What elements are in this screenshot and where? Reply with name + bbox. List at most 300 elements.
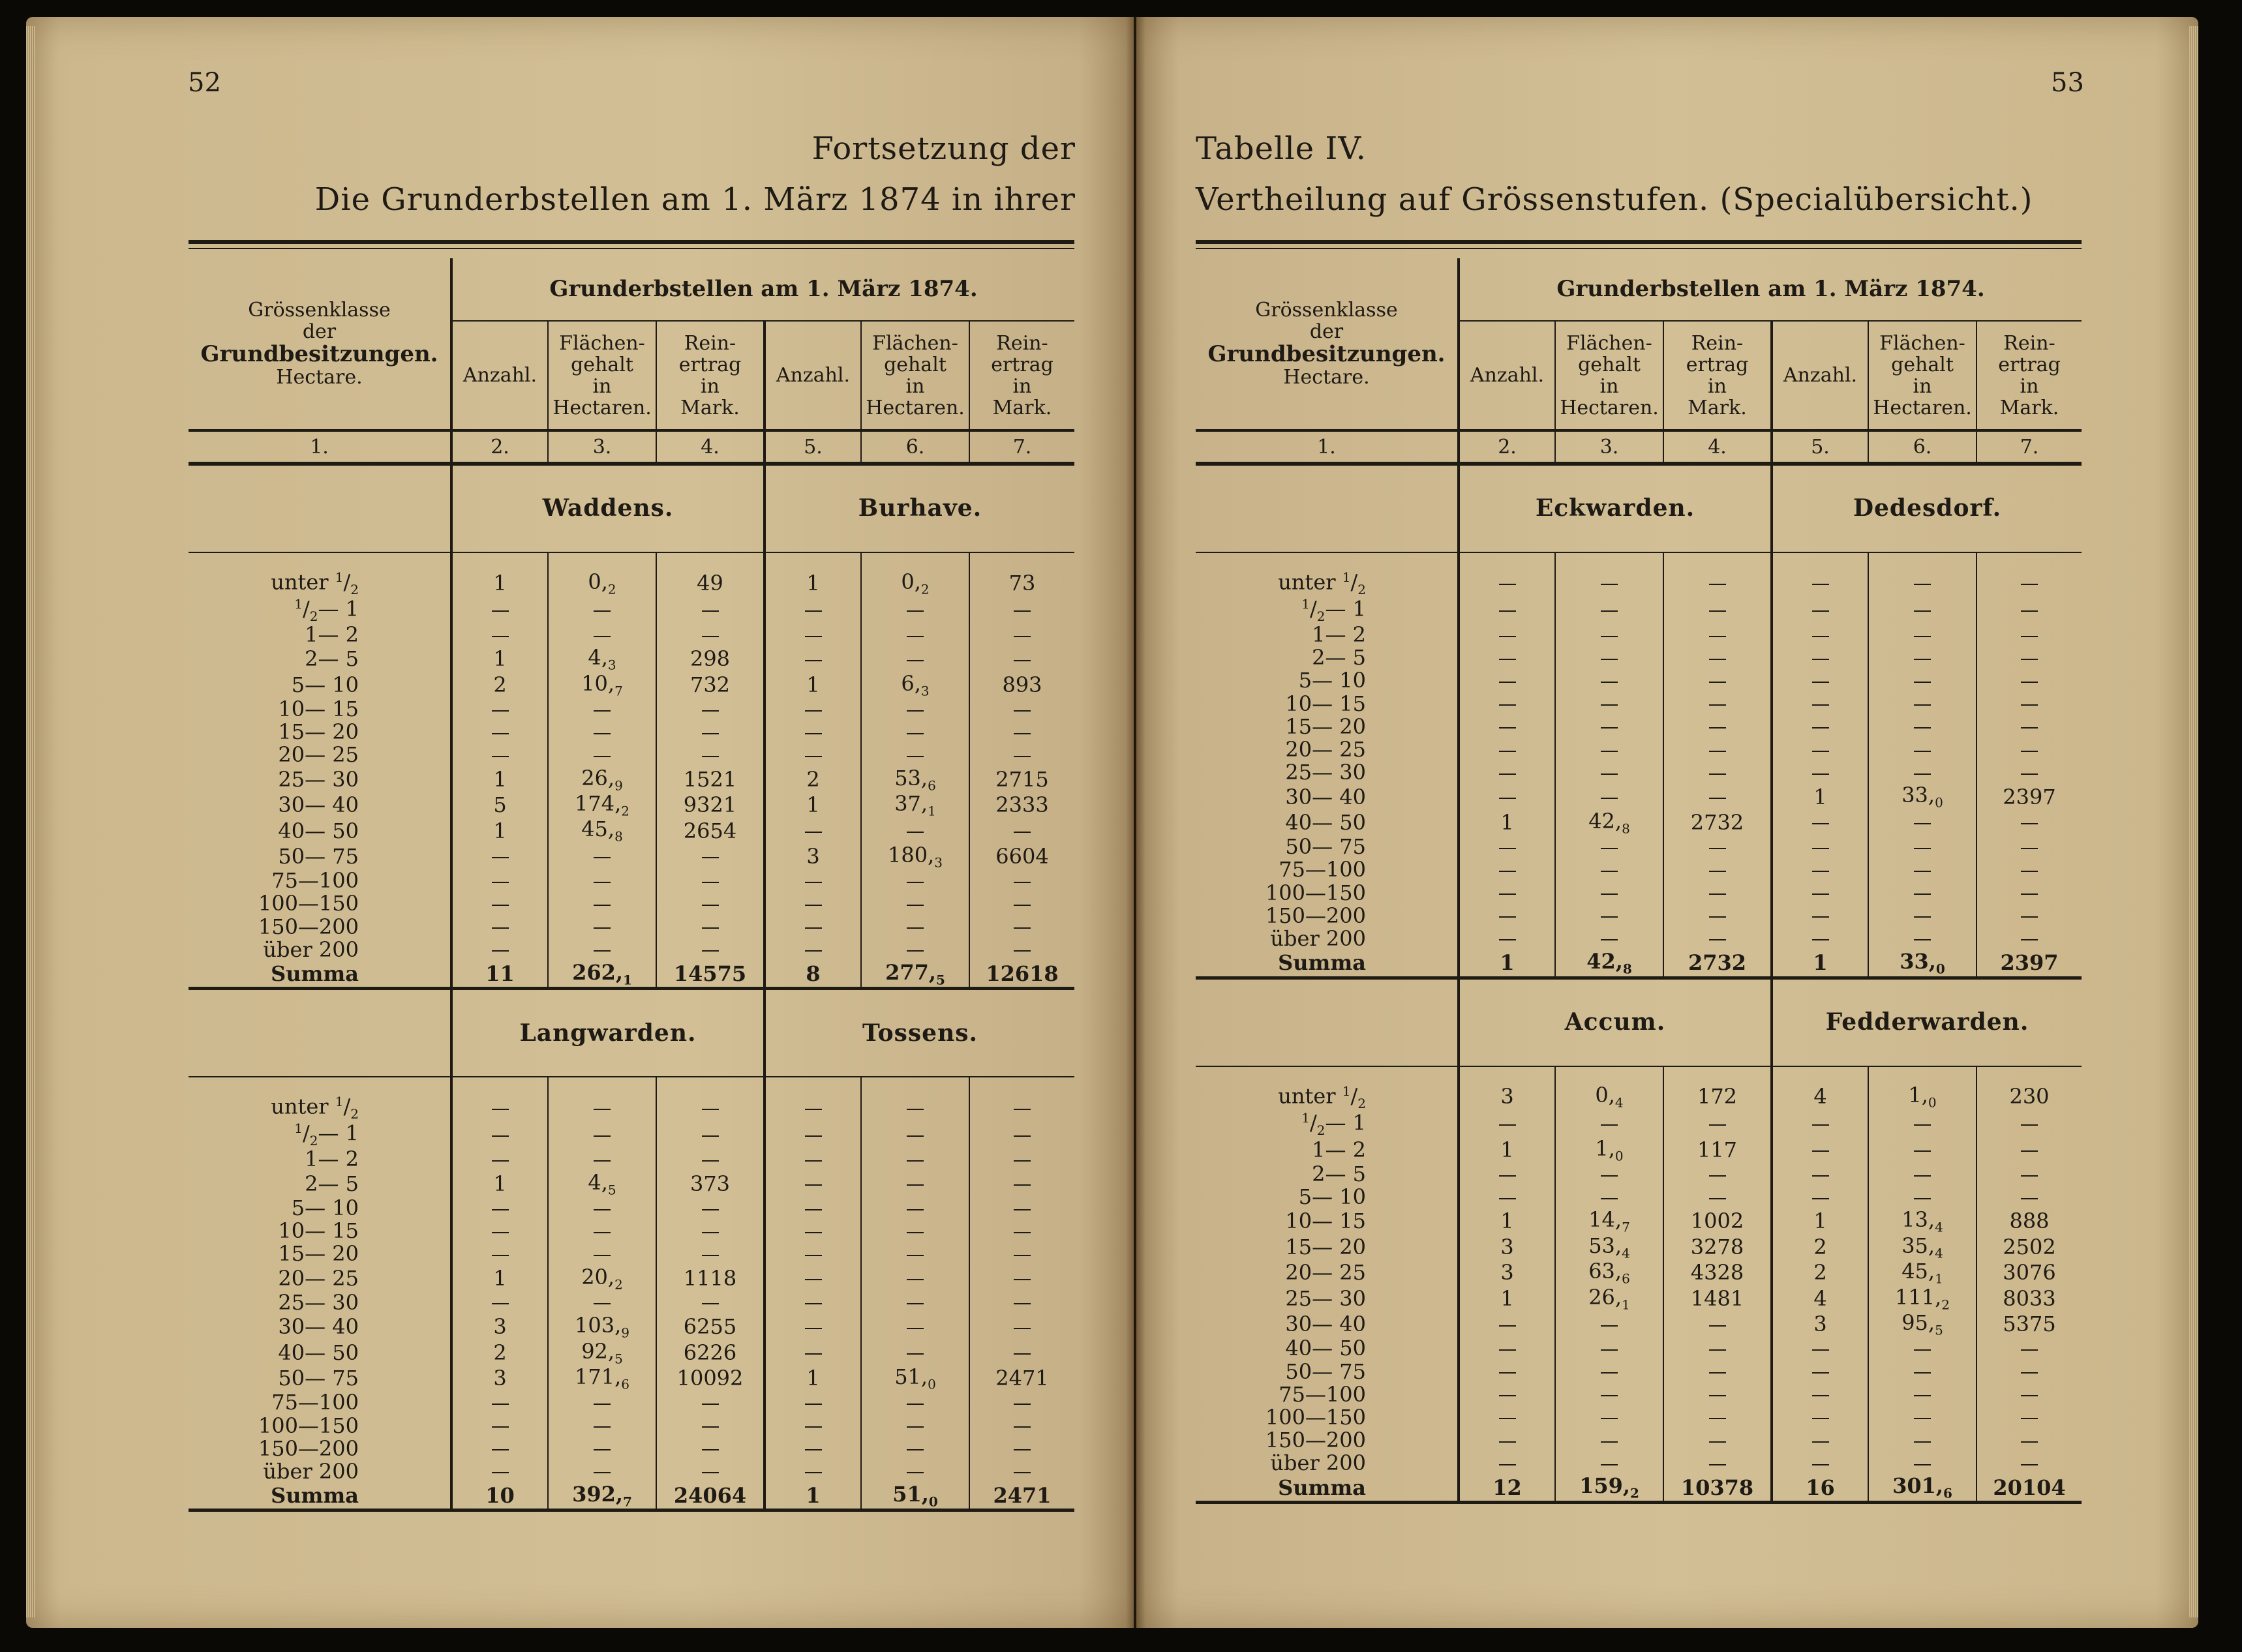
table-row (1196, 927, 2082, 950)
col-reinertrag-1: Rein- ertrag in Mark. (1663, 321, 1772, 430)
cell (1977, 1429, 2082, 1452)
cell: 1 (765, 1366, 861, 1391)
cell: 4 (1772, 1084, 1868, 1111)
cell (548, 892, 656, 915)
cell: 20— 25 (1196, 1260, 1459, 1285)
cell: 100—150 (189, 1415, 451, 1437)
cell (1555, 784, 1663, 809)
cell: 117 (1663, 1137, 1772, 1163)
cell: 2471 (995, 1366, 1049, 1391)
cell (451, 1291, 548, 1314)
table-row (189, 869, 1074, 892)
cell (969, 869, 1074, 892)
sum-cell: $33,_0$ (1868, 950, 1977, 978)
cell: $92,_5$ (548, 1340, 656, 1366)
sum-cell: $51,_0$ (861, 1483, 969, 1510)
cell: $^1/_2—$ 1 (189, 597, 451, 623)
cell (1663, 597, 1772, 623)
cell: $0,_2$ (861, 570, 969, 597)
cell: $1,_0$ (1868, 1084, 1977, 1111)
cell (861, 721, 969, 743)
cell (861, 1340, 969, 1366)
cell (969, 1314, 1074, 1340)
col-index-2: 2. (1459, 430, 1555, 464)
cell (969, 939, 1074, 961)
cell: 5— 10 (1196, 669, 1459, 692)
sum-cell: 10 (451, 1483, 548, 1510)
cell (656, 892, 765, 915)
cell (1459, 1337, 1555, 1360)
cell (1459, 623, 1555, 646)
cell (1459, 761, 1555, 784)
col-index-6: 6. (1868, 430, 1977, 464)
cell (1868, 1452, 1977, 1475)
table-row (1196, 597, 2082, 623)
cell (548, 1242, 656, 1265)
col-reinertrag-2: Rein- ertrag in Mark. (1998, 331, 2061, 419)
cell (548, 869, 656, 892)
cell: 100—150 (189, 892, 451, 915)
col-index-5: 5. (765, 430, 861, 464)
table-row (189, 1291, 1074, 1314)
sum-cell: $159,_2$ (1555, 1475, 1663, 1502)
cell: 50— 75 (1196, 1360, 1459, 1383)
col-index-4: 4. (1663, 430, 1772, 464)
cell (451, 1121, 548, 1148)
cell: 2715 (995, 766, 1049, 792)
cell: 25— 30 (1196, 761, 1459, 784)
cell: $^1/_2—$ 1 (1196, 1111, 1459, 1137)
cell (969, 916, 1074, 939)
cell (1663, 761, 1772, 784)
cell (1459, 927, 1555, 950)
table-row (1196, 623, 2082, 646)
table-row (189, 597, 1074, 623)
cell (1868, 1383, 1977, 1406)
cell (765, 721, 861, 743)
cell: 25— 30 (189, 1291, 451, 1314)
cell: 1521 (656, 767, 765, 792)
cell (1868, 1360, 1977, 1383)
cell: 20— 25 (189, 1266, 451, 1291)
sum-cell: Summa (1196, 1475, 1459, 1502)
cell (1868, 1186, 1977, 1209)
cell: 5375 (2003, 1312, 2056, 1337)
cell (1555, 738, 1663, 761)
cell: 2 (1772, 1260, 1868, 1285)
cell (969, 1197, 1074, 1220)
sum-cell: 20104 (1977, 1475, 2082, 1502)
cell (451, 1437, 548, 1460)
cell: 5 (451, 792, 548, 818)
cell (548, 1291, 656, 1314)
cell (861, 1266, 969, 1291)
sum-cell: 11 (451, 961, 548, 989)
table-row (1196, 646, 2082, 669)
sum-cell: Summa (189, 961, 451, 989)
cell (1555, 761, 1663, 784)
cell (548, 1197, 656, 1220)
cell (451, 721, 548, 743)
cell: 373 (656, 1171, 765, 1197)
cell: 25— 30 (1196, 1286, 1459, 1312)
table-row (189, 1266, 1074, 1291)
cell (1459, 1383, 1555, 1406)
summa-row (189, 961, 1074, 989)
cell (1868, 1111, 1977, 1137)
col-reinertrag-1: Rein- ertrag in Mark. (656, 321, 765, 430)
cell (1772, 715, 1868, 738)
cell: 6226 (656, 1340, 765, 1366)
cell: 2 (765, 767, 861, 792)
table-row (1196, 835, 2082, 858)
table-row (1196, 1209, 2082, 1234)
sum-cell: 2397 (1977, 950, 2082, 978)
cell: 15— 20 (1196, 1235, 1459, 1260)
cell (548, 1391, 656, 1414)
col-reinertrag-2: Rein- ertrag in Mark. (991, 331, 1053, 419)
cell (969, 623, 1074, 646)
book-spine (1126, 17, 1145, 1628)
cell: 1118 (656, 1266, 765, 1291)
cell (1772, 882, 1868, 905)
sum-cell: 2471 (969, 1483, 1074, 1510)
summa-row (189, 1483, 1074, 1510)
cell (1977, 835, 2082, 858)
cell (1977, 1137, 2082, 1163)
col-index-7: 7. (969, 430, 1074, 464)
cell: 1002 (1663, 1209, 1772, 1234)
col-index-1: 1. (1196, 430, 1459, 464)
cell: 20— 25 (1196, 738, 1459, 761)
table-row (189, 1242, 1074, 1265)
cell (1555, 597, 1663, 623)
cell: 10— 15 (189, 698, 451, 721)
cell (969, 698, 1074, 721)
cell: 3 (1459, 1235, 1555, 1260)
sum-cell: 14575 (656, 961, 765, 989)
table-row (189, 818, 1074, 843)
cell (1868, 882, 1977, 905)
cell: 1 (451, 1171, 548, 1197)
cell (1977, 693, 2082, 715)
cell (656, 698, 765, 721)
cell: 2333 (995, 792, 1049, 818)
cell (1977, 1163, 2082, 1186)
cell (1459, 1111, 1555, 1137)
cell (969, 743, 1074, 766)
cell (1868, 1406, 1977, 1429)
cell (1868, 810, 1977, 835)
cell: 25— 30 (189, 767, 451, 792)
cell (969, 646, 1074, 672)
cell: 3 (1459, 1260, 1555, 1285)
cell (1459, 1406, 1555, 1429)
left-header-line1: Fortsetzung der (811, 130, 1076, 167)
col-flaechen-1: Flächen- gehalt in Hectaren. (548, 321, 656, 430)
table-row (1196, 1084, 2082, 1111)
table-row (1196, 715, 2082, 738)
cell (1663, 1337, 1772, 1360)
col-flaechen-2: Flächen- gehalt in Hectaren. (1868, 321, 1977, 430)
cell (969, 1340, 1074, 1366)
cell (656, 844, 765, 869)
cell (1977, 1360, 2082, 1383)
cell (451, 698, 548, 721)
cell (1977, 810, 2082, 835)
table-row (1196, 1186, 2082, 1209)
sum-cell: 1 (765, 1483, 861, 1510)
cell (548, 743, 656, 766)
cell (1555, 693, 1663, 715)
table-row (189, 672, 1074, 698)
cell: 3 (1459, 1084, 1555, 1111)
cell: 893 (1002, 672, 1042, 697)
cell: 100—150 (1196, 1406, 1459, 1429)
cell: 1 (765, 672, 861, 698)
sum-cell: 1 (1772, 950, 1868, 978)
cell (451, 1460, 548, 1483)
cell: $13,_4$ (1868, 1209, 1977, 1234)
sum-cell: 12618 (969, 961, 1074, 989)
cell (765, 916, 861, 939)
cell (1772, 597, 1868, 623)
cell (765, 1094, 861, 1121)
section-group2: Burhave. (765, 464, 1074, 552)
table-row (189, 698, 1074, 721)
cell (1868, 646, 1977, 669)
cell (1772, 1452, 1868, 1475)
right-page-edge (2189, 26, 2198, 1617)
cell: 1— 2 (189, 1148, 451, 1171)
table-row (1196, 570, 2082, 597)
cell (656, 1242, 765, 1265)
cell (548, 1415, 656, 1437)
cell (1459, 1429, 1555, 1452)
cell (1663, 1360, 1772, 1383)
cell (1663, 1429, 1772, 1452)
cell (1459, 1312, 1555, 1337)
sum-cell: $42,_8$ (1555, 950, 1663, 978)
cell (451, 1415, 548, 1437)
cell (861, 698, 969, 721)
cell (1555, 1406, 1663, 1429)
cell (1772, 1383, 1868, 1406)
cell (656, 1220, 765, 1242)
table-row (189, 1391, 1074, 1414)
cell (451, 743, 548, 766)
table-row (1196, 1383, 2082, 1406)
cell: 5— 10 (189, 672, 451, 698)
cell: 30— 40 (1196, 1312, 1459, 1337)
cell (861, 1220, 969, 1242)
cell (451, 844, 548, 869)
cell (1772, 693, 1868, 715)
cell (765, 1291, 861, 1314)
section-group2: Tossens. (765, 989, 1074, 1077)
cell: 10— 15 (189, 1220, 451, 1242)
cell: 40— 50 (189, 1340, 451, 1366)
cell (451, 916, 548, 939)
cell (765, 698, 861, 721)
cell (1555, 858, 1663, 881)
section-group2: Dedesdorf. (1772, 464, 2082, 552)
cell: unter $^1/_2$ (189, 570, 451, 597)
cell: 15— 20 (189, 721, 451, 743)
table-row (1196, 693, 2082, 715)
cell (1663, 623, 1772, 646)
sum-cell: $301,_6$ (1868, 1475, 1977, 1502)
cell (1977, 1337, 2082, 1360)
cell (1555, 646, 1663, 669)
cell (1977, 738, 2082, 761)
table-row (1196, 1137, 2082, 1163)
table-row (1196, 858, 2082, 881)
cell (656, 743, 765, 766)
cell (1977, 597, 2082, 623)
cell (1459, 738, 1555, 761)
cell (969, 892, 1074, 915)
cell: $53,_4$ (1555, 1235, 1663, 1260)
cell (1772, 738, 1868, 761)
left-header-line2: Die Grunderbstellen am 1. März 1874 in ihrer (314, 181, 1076, 218)
cell (1868, 738, 1977, 761)
summa-row (1196, 1475, 2082, 1502)
cell (1459, 597, 1555, 623)
cell (1868, 1163, 1977, 1186)
sum-cell: $262,_1$ (548, 961, 656, 989)
cell (969, 1391, 1074, 1414)
cell (1663, 646, 1772, 669)
cell: 50— 75 (189, 844, 451, 869)
cell (861, 1242, 969, 1265)
cell (548, 1094, 656, 1121)
cell (656, 1121, 765, 1148)
cell (765, 1391, 861, 1414)
cell: 1 (765, 570, 861, 597)
cell (1772, 1360, 1868, 1383)
sum-cell: 16 (1772, 1475, 1868, 1502)
cell (1977, 669, 2082, 692)
section-group1: Eckwarden. (1459, 464, 1772, 552)
table-row (189, 767, 1074, 792)
cell (548, 698, 656, 721)
cell (451, 623, 548, 646)
table-row (189, 892, 1074, 915)
cell (656, 597, 765, 623)
cell (1772, 1429, 1868, 1452)
cell: unter $^1/_2$ (1196, 1084, 1459, 1111)
cell (1459, 835, 1555, 858)
cell: 2732 (1663, 810, 1772, 835)
table-row (189, 1197, 1074, 1220)
section-group1: Accum. (1459, 978, 1772, 1066)
cell (451, 869, 548, 892)
cell (765, 1148, 861, 1171)
cell (1663, 1312, 1772, 1337)
table-row (1196, 1260, 2082, 1285)
table-row (1196, 1360, 2082, 1383)
cell (1977, 623, 2082, 646)
cell (1977, 570, 2082, 597)
cell (765, 1220, 861, 1242)
cell: $33,_0$ (1868, 784, 1977, 809)
cell (765, 1121, 861, 1148)
cell (656, 916, 765, 939)
cell (969, 818, 1074, 843)
cell (1555, 882, 1663, 905)
cell (1772, 1137, 1868, 1163)
table-row (1196, 761, 2082, 784)
sum-cell: $392,_7$ (548, 1483, 656, 1510)
cell (1868, 570, 1977, 597)
table-row (189, 1340, 1074, 1366)
cell: $45,_1$ (1868, 1260, 1977, 1285)
cell (1663, 1383, 1772, 1406)
col-flaechen-2: Flächen- gehalt in Hectaren. (861, 321, 969, 430)
cell (1868, 905, 1977, 927)
cell (861, 1121, 969, 1148)
cell (969, 1266, 1074, 1291)
group-title: Grunderbstellen am 1. März 1874. (1459, 258, 2082, 321)
cell: $6,_3$ (861, 672, 969, 698)
cell (451, 1391, 548, 1414)
cell: $35,_4$ (1868, 1235, 1977, 1260)
cell (1772, 810, 1868, 835)
cell (969, 1121, 1074, 1148)
cell (1459, 693, 1555, 715)
right-table (1196, 240, 2082, 1504)
cell: 3 (765, 844, 861, 869)
cell (1555, 1312, 1663, 1337)
right-page-number: 53 (2051, 68, 2084, 98)
cell: 888 (2009, 1209, 2050, 1234)
cell: 150—200 (189, 1437, 451, 1460)
cell (656, 1460, 765, 1483)
cell (969, 1242, 1074, 1265)
cell: 2— 5 (189, 1171, 451, 1197)
cell: 1 (1772, 1209, 1868, 1234)
cell: 1481 (1663, 1286, 1772, 1312)
cell (1772, 1337, 1868, 1360)
cell: $171,_6$ (548, 1366, 656, 1391)
cell: 5— 10 (189, 1197, 451, 1220)
cell (1555, 1383, 1663, 1406)
cell (1663, 1452, 1772, 1475)
col-index-1: 1. (189, 430, 451, 464)
cell (1977, 1383, 2082, 1406)
col-anzahl-2: Anzahl. (1772, 321, 1868, 430)
cell (1772, 927, 1868, 950)
cell (1663, 835, 1772, 858)
cell (969, 1148, 1074, 1171)
cell (1459, 882, 1555, 905)
cell (765, 597, 861, 623)
cell (1459, 1163, 1555, 1186)
cell (1459, 905, 1555, 927)
cell: unter $^1/_2$ (1196, 570, 1459, 597)
cell (765, 1314, 861, 1340)
cell (1663, 927, 1772, 950)
cell (861, 1415, 969, 1437)
cell (451, 597, 548, 623)
cell: 1 (1459, 1286, 1555, 1312)
cell (656, 1291, 765, 1314)
cell: 2 (1772, 1235, 1868, 1260)
cell: 30— 40 (189, 792, 451, 818)
cell (548, 844, 656, 869)
cell: 1 (451, 1266, 548, 1291)
